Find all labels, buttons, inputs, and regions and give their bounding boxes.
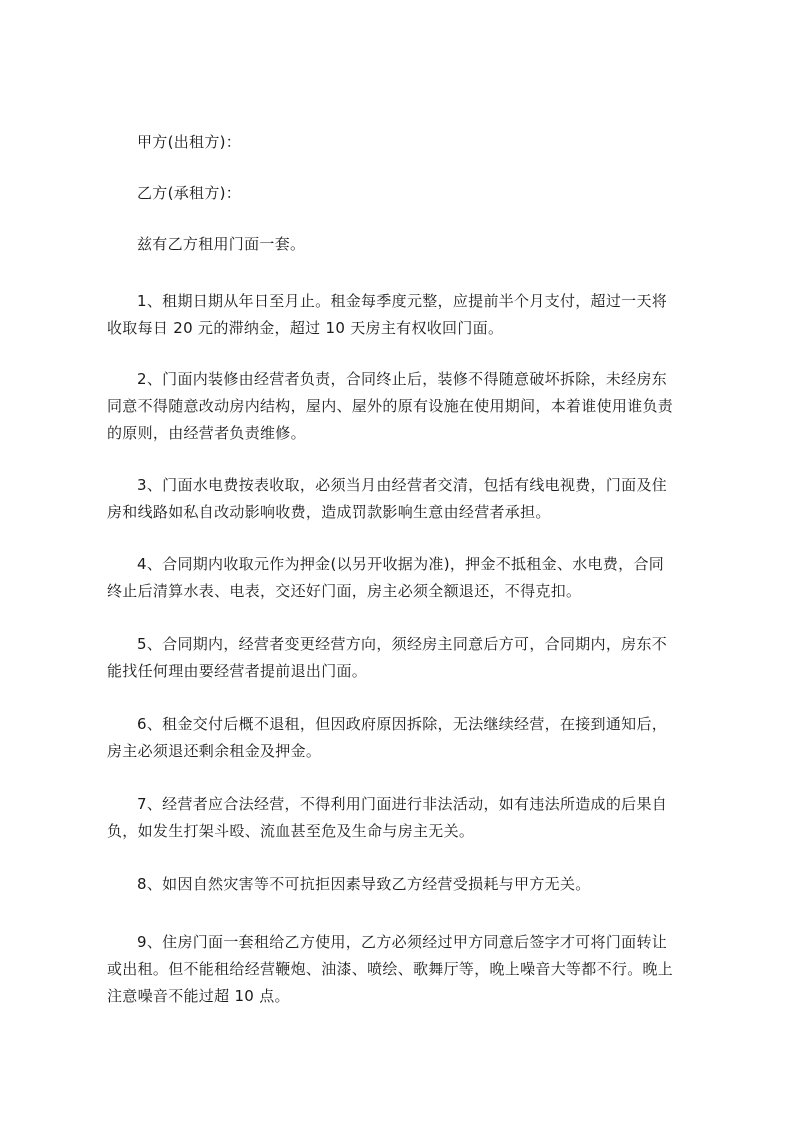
clause-6 — [107, 711, 709, 765]
intro-paragraph — [107, 231, 709, 258]
party-b-line — [107, 180, 709, 207]
clause-8 — [107, 871, 709, 898]
clause-line: 9、住房门面一套租给乙方使用，乙方必须经过甲方同意后签字才可将门面转让 — [137, 933, 668, 951]
clause-4 — [107, 551, 709, 605]
clause-line: 5、合同期内，经营者变更经营方向，须经房主同意后方可，合同期内，房东不 — [137, 635, 668, 653]
clause-line: 终止后清算水表、电表，交还好门面，房主必须全额退还，不得克扣。 — [107, 582, 582, 600]
clause-line: 6、租金交付后概不退租，但因政府原因拆除，无法继续经营，在接到通知后， — [137, 715, 668, 733]
clause-5 — [107, 631, 709, 685]
intro-text: 兹有乙方租用门面一套。 — [137, 235, 306, 253]
clause-line: 8、如因自然灾害等不可抗拒因素导致乙方经营受损耗与甲方无关。 — [137, 875, 591, 893]
party-a-line — [107, 129, 709, 156]
clause-line: 3、门面水电费按表收取，必须当月由经营者交清，包括有线电视费，门面及住 — [137, 476, 668, 494]
party-a-label: 甲方(出租方)： — [137, 133, 242, 151]
clause-line: 7、经营者应合法经营，不得利用门面进行非法活动，如有违法所造成的后果自 — [137, 795, 668, 813]
clause-line: 能找任何理由要经营者提前退出门面。 — [107, 662, 368, 680]
clause-1 — [107, 288, 709, 342]
clause-line: 房主必须退还剩余租金及押金。 — [107, 742, 322, 760]
clause-line: 房和线路如私自改动影响收费，造成罚款影响生意由经营者承担。 — [107, 503, 551, 521]
clause-9 — [107, 929, 709, 1010]
clause-line: 负，如发生打架斗殴、流血甚至危及生命与房主无关。 — [107, 822, 475, 840]
clause-line: 2、门面内装修由经营者负责，合同终止后，装修不得随意破坏拆除，未经房东 — [137, 370, 668, 388]
clause-line: 的原则，由经营者负责维修。 — [107, 424, 306, 442]
clause-line: 同意不得随意改动房内结构，屋内、屋外的原有设施在使用期间，本着谁使用谁负责 — [107, 397, 674, 415]
clause-2 — [107, 366, 709, 447]
clause-line: 1、租期日期从年日至月止。租金每季度元整，应提前半个月支付，超过一天将 — [137, 292, 668, 310]
clause-line: 或出租。但不能租给经营鞭炮、油漆、喷绘、歌舞厅等，晚上噪音大等都不行。晚上 — [107, 960, 674, 978]
clause-3 — [107, 472, 709, 526]
clause-7 — [107, 791, 709, 845]
party-b-label: 乙方(承租方)： — [137, 184, 242, 202]
clause-line: 注意噪音不能过超 10 点。 — [107, 987, 290, 1005]
clause-line: 4、合同期内收取元作为押金(以另开收据为准)，押金不抵租金、水电费，合同 — [137, 555, 665, 573]
clause-line: 收取每日 20 元的滞纳金，超过 10 天房主有权收回门面。 — [107, 319, 504, 337]
